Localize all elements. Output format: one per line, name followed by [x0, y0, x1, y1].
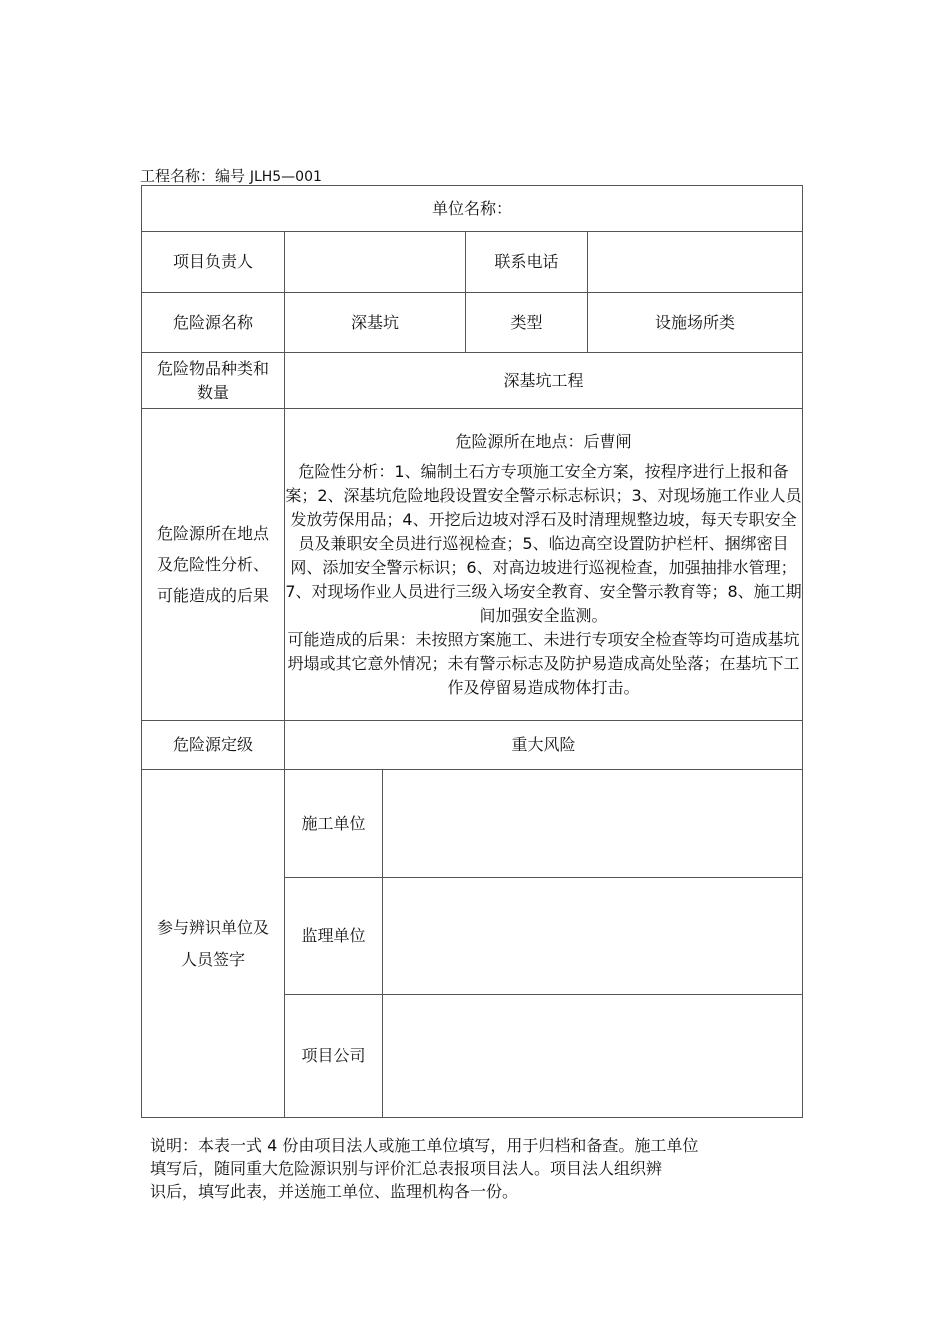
project-leader-label: 项目负责人 [142, 232, 285, 293]
phone-label: 联系电话 [466, 232, 588, 293]
materials-label-line2: 数量 [196, 382, 229, 402]
hazard-identification-form [141, 185, 803, 1118]
unit-name-row [142, 186, 803, 232]
hazard-name-value: 深基坑 [285, 293, 466, 353]
signer-label-construction: 施工单位 [285, 770, 383, 878]
analysis-row [142, 409, 803, 721]
consequence-text: 可能造成的后果：未按照方案施工、未进行专项安全检查等均可造成基坑坍塌或其它意外情况；未有警示标志及防护易造成高处坠落；在基坑下工作及停留易造成物体打击。 [287, 629, 800, 697]
signature-label-line2: 人员签字 [180, 949, 245, 969]
materials-label [142, 353, 285, 409]
signer-label-company: 项目公司 [285, 995, 383, 1118]
analysis-label-line2: 及危险性分析、 [156, 555, 269, 574]
phone-field[interactable] [588, 232, 803, 293]
hazard-name-row [142, 293, 803, 353]
grade-label: 危险源定级 [142, 721, 285, 770]
grade-row [142, 721, 803, 770]
leader-row [142, 232, 803, 293]
signer-field-supervision[interactable] [383, 878, 803, 995]
note-line2: 填写后，随同重大危险源识别与评价汇总表报项目法人。项目法人组织辨 [150, 1159, 663, 1178]
signer-row-construction [142, 770, 803, 878]
code-label: 编号 [215, 167, 246, 185]
signature-label-line1: 参与辨识单位及 [156, 917, 269, 937]
footnote [150, 1134, 780, 1203]
analysis-content [285, 409, 803, 721]
project-leader-field[interactable] [285, 232, 466, 293]
unit-name-cell[interactable] [142, 186, 803, 232]
project-name-label: 工程名称： [140, 167, 216, 185]
note-line1: 说明：本表一式 4 份由项目法人或施工单位填写，用于归档和备查。施工单位 [150, 1136, 699, 1155]
hazard-name-label: 危险源名称 [142, 293, 285, 353]
analysis-text: 危险性分析：1、编制土石方专项施工安全方案，按程序进行上报和备案；2、深基坑危险地段设置安全警示标志标识；3、对现场施工作业人员发放劳保用品；4、开挖后边坡对浮石及时清理规整边坡，每天专职安全员及兼职安全员进行巡视检查；5、临边高空设置防护栏杆、捆绑密目网、添加安全警示标识；6、对高边坡进行巡视检查，加强抽排水管理；7、对现场作业人员进行三级入场安全教育、安全警示教育等；8、施工期间加强安全监测。 [285, 461, 802, 625]
location-text: 危险源所在地点：后曹闸 [455, 431, 632, 451]
materials-value: 深基坑工程 [285, 353, 803, 409]
signer-label-supervision: 监理单位 [285, 878, 383, 995]
unit-name-label: 单位名称： [431, 198, 512, 218]
signature-label [142, 770, 285, 1118]
type-value: 设施场所类 [588, 293, 803, 353]
analysis-label-line3: 可能造成的后果 [156, 586, 269, 605]
document-header [140, 165, 322, 186]
materials-label-line1: 危险物品种类和 [156, 358, 269, 378]
note-line3: 识后，填写此表，并送施工单位、监理机构各一份。 [150, 1182, 519, 1201]
grade-value: 重大风险 [285, 721, 803, 770]
signer-field-construction[interactable] [383, 770, 803, 878]
analysis-label-line1: 危险源所在地点 [156, 524, 269, 543]
code-value: JLH5—001 [249, 169, 322, 185]
materials-row [142, 353, 803, 409]
analysis-label [142, 409, 285, 721]
type-label: 类型 [466, 293, 588, 353]
signer-field-company[interactable] [383, 995, 803, 1118]
